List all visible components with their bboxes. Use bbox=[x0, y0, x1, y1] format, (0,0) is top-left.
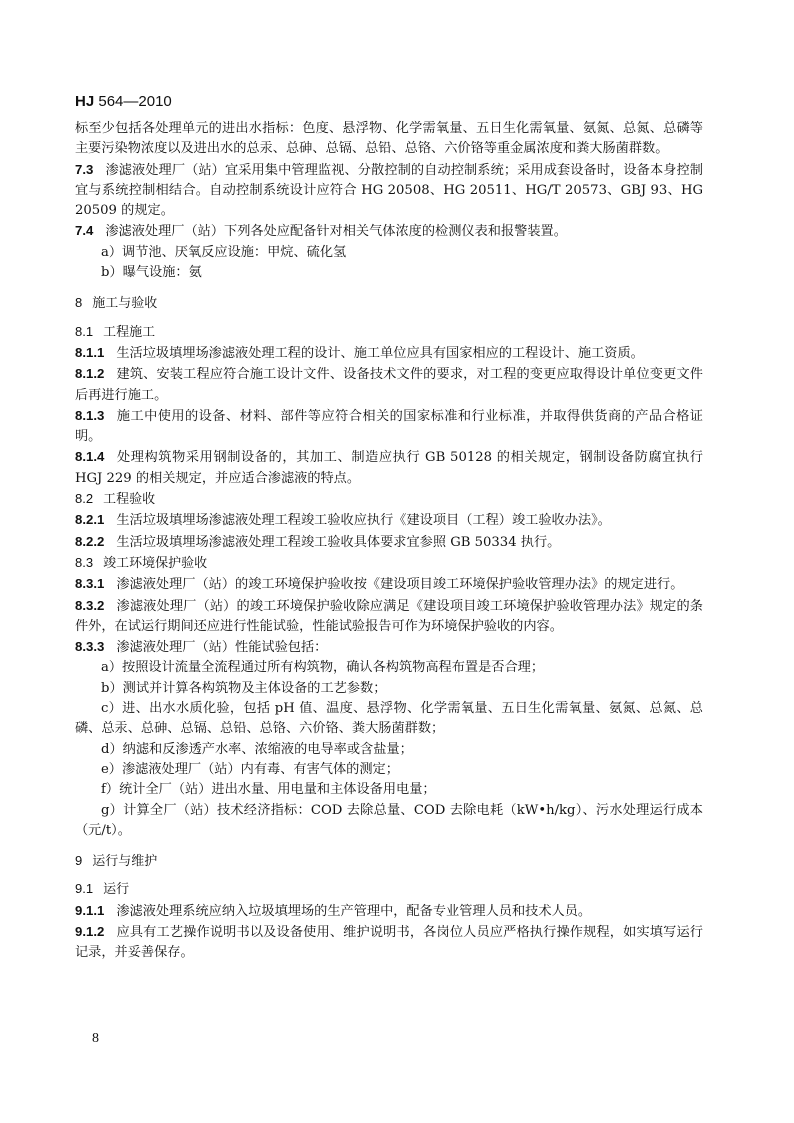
clause-8-3-2 bbox=[75, 596, 703, 638]
list-item-8-3-3-f: f）统计全厂（站）进出水量、用电量和主体设备用电量； bbox=[101, 782, 436, 798]
list-item-8-3-3-a: a）按照设计流量全流程通过所有构筑物，确认各构筑物高程布置是否合理； bbox=[101, 660, 545, 676]
clause-8-1-1 bbox=[75, 343, 703, 364]
clause-number: 8.3.2 bbox=[75, 597, 105, 613]
subsection-title: 工程施工 bbox=[103, 324, 156, 340]
clause-number: 7.4 bbox=[75, 223, 94, 239]
clause-number: 9.1.1 bbox=[75, 902, 105, 918]
clause-number: 8.2.1 bbox=[75, 512, 105, 528]
subsection-heading-8-1 bbox=[75, 322, 703, 343]
clause-8-2-2 bbox=[75, 532, 703, 553]
clause-number: 8.3.3 bbox=[75, 639, 105, 655]
clause-number: 8.1.1 bbox=[75, 344, 105, 360]
clause-number: 8.2.2 bbox=[75, 533, 105, 549]
clause-7-4 bbox=[75, 221, 703, 242]
section-heading-8 bbox=[75, 293, 703, 314]
clause-text: 处理构筑物采用钢制设备的，其加工、制造应执行 GB 50128 的相关规定，钢制设备防腐宜执行 HGJ 229 的相关规定，并应适合渗滤液的特点。 bbox=[75, 450, 703, 486]
clause-number: 8.1.3 bbox=[75, 407, 105, 423]
page-number: 8 bbox=[92, 1031, 99, 1046]
clause-text: 渗滤液处理厂（站）下列各处应配备针对相关气体浓度的检测仪表和报警装置。 bbox=[105, 224, 567, 240]
clause-number: 9.1.2 bbox=[75, 923, 105, 939]
list-item-7-4-b: b）曝气设施：氨 bbox=[101, 265, 202, 281]
clause-8-1-4 bbox=[75, 447, 703, 489]
section-title: 施工与验收 bbox=[92, 296, 158, 312]
standard-number: 564—2010 bbox=[98, 93, 172, 110]
clause-9-1-2 bbox=[75, 922, 703, 964]
subsection-heading-8-3 bbox=[75, 553, 703, 574]
subsection-heading-9-1 bbox=[75, 879, 703, 900]
subsection-heading-8-2 bbox=[75, 489, 703, 510]
clause-text: 生活垃圾填埋场渗滤液处理工程的设计、施工单位应具有国家相应的工程设计、施工资质。 bbox=[116, 345, 644, 361]
subsection-number: 9.1 bbox=[75, 881, 94, 897]
clause-text: 渗滤液处理厂（站）性能试验包括： bbox=[116, 640, 328, 656]
clause-text: 渗滤液处理厂（站）的竣工环境保护验收按《建设项目竣工环境保护验收管理办法》的规定进行。 bbox=[116, 577, 684, 593]
clause-8-1-2 bbox=[75, 364, 703, 406]
list-item-8-3-3-g: g）计算全厂（站）技术经济指标：COD 去除总量、COD 去除电耗（kW•h/kg）、污水处理运行成本（元/t）。 bbox=[75, 802, 703, 838]
document-page bbox=[75, 92, 703, 964]
list-item-7-4-a: a）调节池、厌氧反应设施：甲烷、硫化氢 bbox=[101, 244, 347, 260]
subsection-title: 运行 bbox=[103, 882, 130, 898]
clause-text: 渗滤液处理厂（站）的竣工环境保护验收除应满足《建设项目竣工环境保护验收管理办法》规定的条件外，在试运行期间还应进行性能试验，性能试验报告可作为环境保护验收的内容。 bbox=[75, 598, 703, 634]
clause-text: 渗滤液处理厂（站）宜采用集中管理监视、分散控制的自动控制系统；采用成套设备时，设备本身控制宜与系统控制相结合。自动控制系统设计应符合 HG 20508、HG 20511、HG/T 20573、GBJ 93、HG 20509 的规定。 bbox=[75, 162, 703, 219]
subsection-title: 工程验收 bbox=[103, 492, 156, 508]
clause-7-3 bbox=[75, 160, 703, 222]
paragraph-continued: 标至少包括各处理单元的进出水指标：色度、悬浮物、化学需氧量、五日生化需氧量、氨氮、总氮、总磷等主要污染物浓度以及进出水的总汞、总砷、总镉、总铅、总铬、六价铬等重金属浓度和粪大肠菌群数。 bbox=[75, 121, 703, 157]
clause-8-3-1 bbox=[75, 574, 703, 595]
clause-9-1-1 bbox=[75, 901, 703, 922]
clause-text: 生活垃圾填埋场渗滤液处理工程竣工验收应执行《建设项目（工程）竣工验收办法》。 bbox=[116, 513, 611, 529]
clause-8-3-3 bbox=[75, 637, 703, 658]
subsection-number: 8.3 bbox=[75, 554, 94, 570]
clause-number: 7.3 bbox=[75, 161, 94, 177]
clause-number: 8.3.1 bbox=[75, 576, 105, 592]
section-title: 运行与维护 bbox=[92, 854, 158, 870]
clause-text: 渗滤液处理系统应纳入垃圾填埋场的生产管理中，配备专业管理人员和技术人员。 bbox=[116, 903, 592, 919]
list-item-8-3-3-c: c）进、出水水质化验，包括 pH 值、温度、悬浮物、化学需氧量、五日生化需氧量、氨氮、总氮、总磷、总汞、总砷、总镉、总铅、总铬、六价铬、粪大肠菌群数； bbox=[75, 701, 703, 737]
subsection-number: 8.1 bbox=[75, 323, 94, 339]
clause-8-2-1 bbox=[75, 510, 703, 531]
list-item-8-3-3-e: e）渗滤液处理厂（站）内有毒、有害气体的测定； bbox=[101, 761, 399, 777]
section-number: 9 bbox=[75, 853, 83, 869]
standard-prefix: HJ bbox=[75, 93, 95, 110]
subsection-number: 8.2 bbox=[75, 491, 94, 507]
clause-text: 生活垃圾填埋场渗滤液处理工程竣工验收具体要求宜参照 GB 50334 执行。 bbox=[116, 534, 561, 550]
standard-code-header bbox=[75, 92, 703, 112]
clause-text: 应具有工艺操作说明书以及设备使用、维护说明书，各岗位人员应严格执行操作规程，如实填写运行记录，并妥善保存。 bbox=[75, 924, 703, 961]
subsection-title: 竣工环境保护验收 bbox=[103, 555, 208, 571]
clause-number: 8.1.4 bbox=[75, 449, 105, 465]
clause-text: 建筑、安装工程应符合施工设计文件、设备技术文件的要求，对工程的变更应取得设计单位变更文件后再进行施工。 bbox=[75, 367, 703, 403]
clause-number: 8.1.2 bbox=[75, 366, 105, 382]
clause-text: 施工中使用的设备、材料、部件等应符合相关的国家标准和行业标准，并取得供货商的产品合格证明。 bbox=[75, 408, 703, 445]
section-number: 8 bbox=[75, 295, 83, 311]
clause-8-1-3 bbox=[75, 406, 703, 448]
section-heading-9 bbox=[75, 851, 703, 872]
list-item-8-3-3-b: b）测试并计算各构筑物及主体设备的工艺参数； bbox=[101, 680, 387, 696]
list-item-8-3-3-d: d）纳滤和反渗透产水率、浓缩液的电导率或含盐量； bbox=[101, 741, 413, 757]
